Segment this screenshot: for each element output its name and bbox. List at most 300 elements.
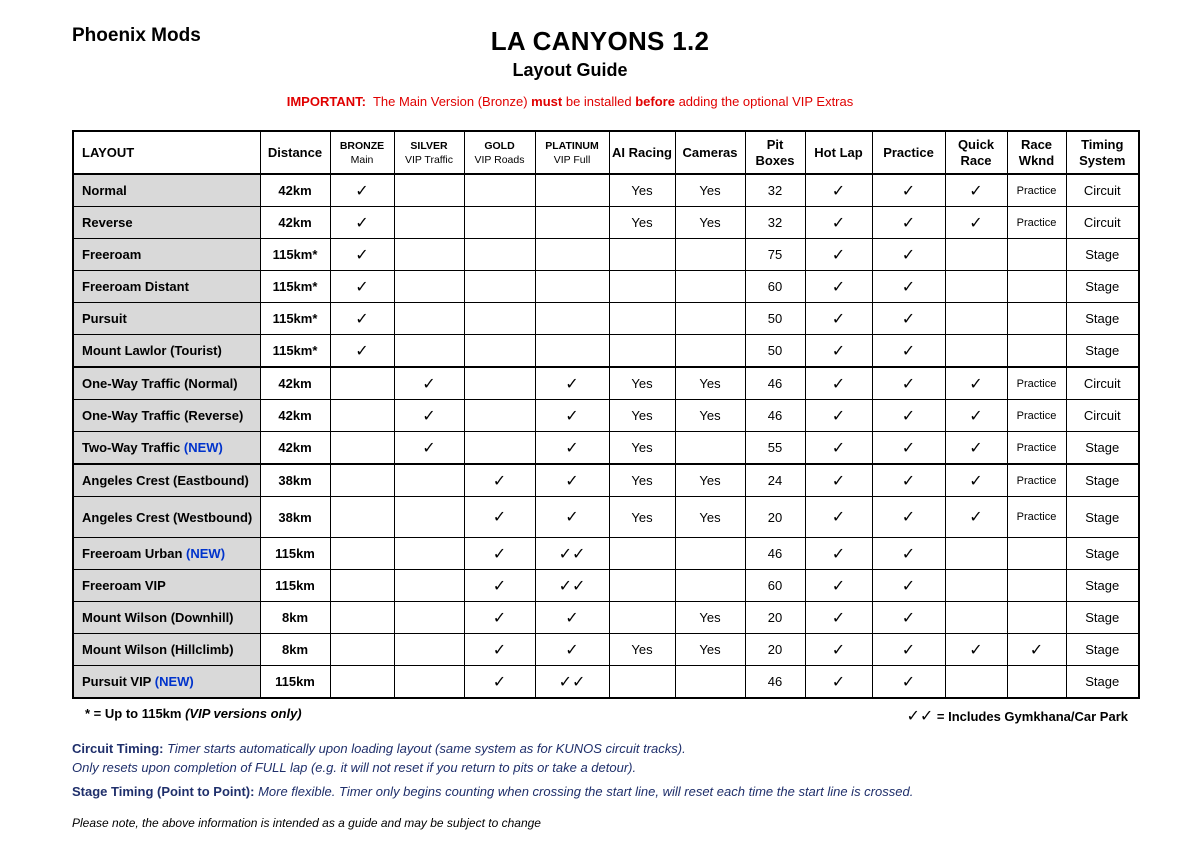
- cell-layout-name: [73, 538, 260, 570]
- cell-practice: ✓: [872, 497, 945, 538]
- cell-gold: [464, 174, 535, 207]
- cell-bronze: [330, 666, 394, 699]
- cell-silver: ✓: [394, 432, 464, 465]
- header-practice: Practice: [872, 131, 945, 174]
- cell-silver: [394, 239, 464, 271]
- asterisk-note-italic: (VIP versions only): [185, 706, 302, 721]
- cell-silver: ✓: [394, 367, 464, 400]
- cell-ai-racing: Yes: [609, 464, 675, 497]
- header-silver-sub: VIP Traffic: [404, 153, 454, 166]
- table-row: [73, 538, 1139, 570]
- cell-ai-racing: [609, 538, 675, 570]
- cell-timing-system: Stage: [1066, 497, 1139, 538]
- cell-gold: ✓: [464, 538, 535, 570]
- cell-timing-system: Circuit: [1066, 367, 1139, 400]
- cell-pit-boxes: 50: [745, 303, 805, 335]
- cell-quick-race: ✓: [945, 634, 1007, 666]
- cell-layout-name: [73, 335, 260, 368]
- cell-distance: 42km: [260, 367, 330, 400]
- cell-cameras: Yes: [675, 207, 745, 239]
- cell-layout-name: [73, 497, 260, 538]
- double-check-text: = Includes Gymkhana/Car Park: [933, 709, 1128, 724]
- cell-distance: 115km*: [260, 271, 330, 303]
- cell-race-wknd: ✓: [1007, 634, 1066, 666]
- cell-hot-lap: ✓: [805, 602, 872, 634]
- cell-timing-system: Stage: [1066, 271, 1139, 303]
- cell-silver: [394, 570, 464, 602]
- cell-silver: ✓: [394, 400, 464, 432]
- layout-name-text: Freeroam VIP: [82, 578, 166, 593]
- cell-gold: [464, 400, 535, 432]
- cell-platinum: ✓✓: [535, 666, 609, 699]
- cell-gold: ✓: [464, 497, 535, 538]
- cell-silver: [394, 464, 464, 497]
- cell-platinum: ✓: [535, 464, 609, 497]
- table-row: [73, 303, 1139, 335]
- cell-hot-lap: ✓: [805, 570, 872, 602]
- header-hot-lap: Hot Lap: [805, 131, 872, 174]
- layout-name-text: Mount Wilson (Downhill): [82, 610, 234, 625]
- table-row: [73, 174, 1139, 207]
- cell-gold: ✓: [464, 666, 535, 699]
- cell-platinum: ✓: [535, 400, 609, 432]
- header-gold-sub: VIP Roads: [474, 153, 525, 166]
- cell-cameras: Yes: [675, 497, 745, 538]
- cell-practice: ✓: [872, 239, 945, 271]
- header-quick-race: Quick Race: [945, 131, 1007, 174]
- cell-layout-name: [73, 400, 260, 432]
- cell-quick-race: [945, 335, 1007, 368]
- cell-distance: 42km: [260, 207, 330, 239]
- cell-silver: [394, 335, 464, 368]
- important-label: IMPORTANT:: [286, 94, 366, 109]
- cell-ai-racing: [609, 303, 675, 335]
- cell-timing-system: Stage: [1066, 303, 1139, 335]
- cell-hot-lap: ✓: [805, 400, 872, 432]
- cell-gold: [464, 335, 535, 368]
- cell-quick-race: [945, 239, 1007, 271]
- cell-distance: 8km: [260, 602, 330, 634]
- cell-platinum: ✓: [535, 497, 609, 538]
- table-row: [73, 666, 1139, 699]
- disclaimer: Please note, the above information is intended as a guide and may be subject to change: [72, 816, 541, 830]
- cell-pit-boxes: 20: [745, 634, 805, 666]
- cell-hot-lap: ✓: [805, 303, 872, 335]
- header-pit-boxes: Pit Boxes: [745, 131, 805, 174]
- cell-quick-race: ✓: [945, 174, 1007, 207]
- cell-timing-system: Stage: [1066, 602, 1139, 634]
- cell-bronze: [330, 497, 394, 538]
- cell-practice: ✓: [872, 303, 945, 335]
- cell-platinum: [535, 335, 609, 368]
- cell-bronze: [330, 634, 394, 666]
- table-row: [73, 335, 1139, 368]
- cell-gold: [464, 239, 535, 271]
- cell-gold: [464, 367, 535, 400]
- cell-pit-boxes: 60: [745, 271, 805, 303]
- cell-timing-system: Circuit: [1066, 174, 1139, 207]
- cell-practice: ✓: [872, 464, 945, 497]
- table-row: [73, 271, 1139, 303]
- cell-cameras: [675, 303, 745, 335]
- cell-practice: ✓: [872, 367, 945, 400]
- cell-ai-racing: Yes: [609, 367, 675, 400]
- layout-name-text: Freeroam Distant: [82, 279, 189, 294]
- cell-practice: ✓: [872, 432, 945, 465]
- cell-ai-racing: [609, 239, 675, 271]
- cell-race-wknd: [1007, 602, 1066, 634]
- cell-pit-boxes: 55: [745, 432, 805, 465]
- cell-ai-racing: Yes: [609, 400, 675, 432]
- new-badge: (NEW): [183, 440, 223, 455]
- cell-bronze: ✓: [330, 271, 394, 303]
- cell-pit-boxes: 20: [745, 602, 805, 634]
- cell-distance: 115km: [260, 666, 330, 699]
- cell-quick-race: ✓: [945, 464, 1007, 497]
- cell-race-wknd: Practice: [1007, 400, 1066, 432]
- cell-silver: [394, 538, 464, 570]
- cell-layout-name: [73, 666, 260, 699]
- cell-quick-race: ✓: [945, 367, 1007, 400]
- cell-ai-racing: Yes: [609, 634, 675, 666]
- cell-cameras: [675, 538, 745, 570]
- table-row: [73, 634, 1139, 666]
- cell-cameras: [675, 666, 745, 699]
- cell-timing-system: Circuit: [1066, 400, 1139, 432]
- cell-bronze: [330, 602, 394, 634]
- cell-silver: [394, 207, 464, 239]
- cell-platinum: ✓: [535, 432, 609, 465]
- cell-hot-lap: ✓: [805, 432, 872, 465]
- layout-name-text: Reverse: [82, 215, 133, 230]
- cell-bronze: ✓: [330, 303, 394, 335]
- table-row: [73, 602, 1139, 634]
- cell-layout-name: [73, 303, 260, 335]
- cell-hot-lap: ✓: [805, 174, 872, 207]
- header-bronze-sub: Main: [350, 153, 374, 166]
- header-gold-main: GOLD: [484, 139, 515, 152]
- cell-gold: [464, 207, 535, 239]
- circuit-timing-label: Circuit Timing:: [72, 741, 164, 756]
- cell-timing-system: Stage: [1066, 634, 1139, 666]
- cell-platinum: [535, 271, 609, 303]
- cell-cameras: Yes: [675, 400, 745, 432]
- cell-silver: [394, 602, 464, 634]
- layout-table: [72, 130, 1140, 699]
- cell-platinum: [535, 239, 609, 271]
- cell-race-wknd: Practice: [1007, 432, 1066, 465]
- cell-quick-race: [945, 602, 1007, 634]
- cell-layout-name: [73, 464, 260, 497]
- cell-timing-system: Stage: [1066, 432, 1139, 465]
- cell-cameras: Yes: [675, 602, 745, 634]
- cell-platinum: ✓: [535, 634, 609, 666]
- cell-quick-race: ✓: [945, 432, 1007, 465]
- cell-pit-boxes: 24: [745, 464, 805, 497]
- cell-ai-racing: Yes: [609, 432, 675, 465]
- cell-race-wknd: [1007, 303, 1066, 335]
- cell-timing-system: Stage: [1066, 666, 1139, 699]
- cell-hot-lap: ✓: [805, 538, 872, 570]
- layout-name-text: Angeles Crest (Westbound): [82, 509, 253, 525]
- cell-bronze: ✓: [330, 207, 394, 239]
- cell-layout-name: [73, 634, 260, 666]
- cell-distance: 115km*: [260, 239, 330, 271]
- header-cameras: Cameras: [675, 131, 745, 174]
- cell-race-wknd: [1007, 666, 1066, 699]
- cell-bronze: ✓: [330, 335, 394, 368]
- cell-silver: [394, 666, 464, 699]
- cell-bronze: [330, 367, 394, 400]
- cell-distance: 38km: [260, 497, 330, 538]
- cell-platinum: [535, 207, 609, 239]
- cell-platinum: ✓: [535, 602, 609, 634]
- cell-layout-name: [73, 207, 260, 239]
- cell-distance: 115km*: [260, 335, 330, 368]
- cell-race-wknd: [1007, 271, 1066, 303]
- layout-name-text: One-Way Traffic (Reverse): [82, 408, 244, 423]
- cell-race-wknd: Practice: [1007, 174, 1066, 207]
- cell-race-wknd: [1007, 239, 1066, 271]
- layout-name-text: Freeroam Urban: [82, 546, 183, 561]
- cell-distance: 38km: [260, 464, 330, 497]
- cell-practice: ✓: [872, 174, 945, 207]
- brand-name: Phoenix Mods: [72, 25, 201, 46]
- cell-pit-boxes: 60: [745, 570, 805, 602]
- cell-practice: ✓: [872, 538, 945, 570]
- table-header-row: [73, 131, 1139, 174]
- cell-hot-lap: ✓: [805, 464, 872, 497]
- cell-platinum: [535, 174, 609, 207]
- cell-layout-name: [73, 602, 260, 634]
- cell-platinum: [535, 303, 609, 335]
- cell-race-wknd: Practice: [1007, 497, 1066, 538]
- cell-distance: 115km: [260, 538, 330, 570]
- cell-race-wknd: Practice: [1007, 367, 1066, 400]
- table-row: [73, 464, 1139, 497]
- asterisk-note: [85, 706, 302, 721]
- cell-gold: ✓: [464, 634, 535, 666]
- cell-gold: [464, 271, 535, 303]
- important-text-5: adding the optional VIP Extras: [674, 94, 854, 109]
- layout-name-text: Mount Lawlor (Tourist): [82, 343, 222, 358]
- header-layout: LAYOUT: [73, 131, 260, 174]
- important-text-4: before: [635, 94, 675, 109]
- cell-hot-lap: ✓: [805, 367, 872, 400]
- cell-cameras: [675, 335, 745, 368]
- header-platinum-sub: VIP Full: [553, 153, 591, 166]
- cell-silver: [394, 497, 464, 538]
- cell-ai-racing: [609, 570, 675, 602]
- layout-name-text: Pursuit: [82, 311, 127, 326]
- cell-practice: ✓: [872, 634, 945, 666]
- header-platinum: [535, 131, 609, 174]
- cell-bronze: [330, 400, 394, 432]
- header-platinum-main: PLATINUM: [545, 139, 599, 152]
- layout-name-text: Mount Wilson (Hillclimb): [82, 642, 234, 657]
- stage-timing-label: Stage Timing (Point to Point):: [72, 784, 255, 799]
- cell-pit-boxes: 46: [745, 367, 805, 400]
- cell-timing-system: Stage: [1066, 570, 1139, 602]
- cell-practice: ✓: [872, 271, 945, 303]
- cell-silver: [394, 271, 464, 303]
- cell-cameras: Yes: [675, 367, 745, 400]
- cell-pit-boxes: 32: [745, 207, 805, 239]
- cell-pit-boxes: 32: [745, 174, 805, 207]
- cell-silver: [394, 174, 464, 207]
- table-row: [73, 239, 1139, 271]
- table-row: [73, 497, 1139, 538]
- cell-cameras: [675, 432, 745, 465]
- cell-bronze: [330, 538, 394, 570]
- cell-platinum: ✓✓: [535, 570, 609, 602]
- cell-hot-lap: ✓: [805, 207, 872, 239]
- cell-silver: [394, 634, 464, 666]
- table-body: [73, 174, 1139, 698]
- layout-name-text: Two-Way Traffic: [82, 440, 181, 455]
- cell-gold: ✓: [464, 602, 535, 634]
- table-row: [73, 400, 1139, 432]
- cell-ai-racing: Yes: [609, 174, 675, 207]
- cell-cameras: Yes: [675, 634, 745, 666]
- cell-quick-race: [945, 570, 1007, 602]
- cell-cameras: [675, 239, 745, 271]
- cell-ai-racing: [609, 602, 675, 634]
- cell-distance: 42km: [260, 432, 330, 465]
- important-text-1: The Main Version (Bronze): [372, 94, 532, 109]
- layout-name-text: Pursuit VIP: [82, 674, 152, 689]
- cell-ai-racing: Yes: [609, 207, 675, 239]
- stage-timing-text: More flexible. Timer only begins counting when crossing the start line, will reset each time the start line is crossed.: [254, 784, 914, 799]
- new-badge: (NEW): [154, 674, 194, 689]
- cell-pit-boxes: 46: [745, 666, 805, 699]
- header-timing-system: Timing System: [1066, 131, 1139, 174]
- cell-practice: ✓: [872, 207, 945, 239]
- asterisk-note-text: * = Up to 115km: [85, 706, 186, 721]
- cell-layout-name: [73, 367, 260, 400]
- cell-layout-name: [73, 271, 260, 303]
- cell-pit-boxes: 20: [745, 497, 805, 538]
- cell-timing-system: Stage: [1066, 335, 1139, 368]
- cell-timing-system: Stage: [1066, 464, 1139, 497]
- stage-timing-note: [72, 784, 913, 799]
- table-row: [73, 207, 1139, 239]
- cell-timing-system: Circuit: [1066, 207, 1139, 239]
- header-bronze-main: BRONZE: [339, 139, 385, 152]
- cell-pit-boxes: 46: [745, 400, 805, 432]
- important-notice: [0, 94, 1140, 109]
- page-subtitle: Layout Guide: [512, 60, 628, 80]
- circuit-timing-note-2: Only resets upon completion of FULL lap (e.g. it will not reset if you return to pits or take a detour).: [72, 760, 637, 775]
- cell-gold: [464, 432, 535, 465]
- cell-gold: [464, 303, 535, 335]
- header-gold: [464, 131, 535, 174]
- circuit-timing-note: [72, 741, 686, 756]
- cell-hot-lap: ✓: [805, 497, 872, 538]
- cell-practice: ✓: [872, 400, 945, 432]
- cell-timing-system: Stage: [1066, 538, 1139, 570]
- cell-quick-race: [945, 666, 1007, 699]
- cell-ai-racing: [609, 335, 675, 368]
- cell-practice: ✓: [872, 666, 945, 699]
- important-text-2: must: [531, 94, 563, 109]
- cell-hot-lap: ✓: [805, 239, 872, 271]
- layout-name-text: Angeles Crest (Eastbound): [82, 473, 249, 488]
- cell-distance: 42km: [260, 400, 330, 432]
- cell-layout-name: [73, 239, 260, 271]
- header-silver: [394, 131, 464, 174]
- cell-practice: ✓: [872, 335, 945, 368]
- cell-race-wknd: [1007, 570, 1066, 602]
- cell-bronze: [330, 432, 394, 465]
- cell-layout-name: [73, 432, 260, 465]
- cell-race-wknd: Practice: [1007, 207, 1066, 239]
- layout-name-text: Normal: [82, 183, 127, 198]
- cell-practice: ✓: [872, 570, 945, 602]
- cell-hot-lap: ✓: [805, 634, 872, 666]
- cell-gold: ✓: [464, 570, 535, 602]
- double-check-note: [906, 706, 1128, 726]
- table-row: [73, 570, 1139, 602]
- cell-cameras: [675, 271, 745, 303]
- cell-practice: ✓: [872, 602, 945, 634]
- cell-cameras: Yes: [675, 174, 745, 207]
- double-check-icon: ✓✓: [906, 708, 934, 725]
- cell-hot-lap: ✓: [805, 335, 872, 368]
- cell-race-wknd: [1007, 335, 1066, 368]
- cell-pit-boxes: 75: [745, 239, 805, 271]
- cell-distance: 42km: [260, 174, 330, 207]
- cell-quick-race: [945, 271, 1007, 303]
- table-row: [73, 367, 1139, 400]
- layout-name-text: One-Way Traffic (Normal): [82, 376, 238, 391]
- cell-platinum: ✓: [535, 367, 609, 400]
- cell-distance: 8km: [260, 634, 330, 666]
- cell-cameras: Yes: [675, 464, 745, 497]
- header-silver-main: SILVER: [410, 139, 448, 152]
- cell-quick-race: [945, 538, 1007, 570]
- cell-cameras: [675, 570, 745, 602]
- cell-race-wknd: [1007, 538, 1066, 570]
- table-row: [73, 432, 1139, 465]
- cell-bronze: [330, 570, 394, 602]
- cell-distance: 115km*: [260, 303, 330, 335]
- cell-gold: ✓: [464, 464, 535, 497]
- cell-distance: 115km: [260, 570, 330, 602]
- cell-ai-racing: [609, 666, 675, 699]
- cell-race-wknd: Practice: [1007, 464, 1066, 497]
- cell-timing-system: Stage: [1066, 239, 1139, 271]
- cell-pit-boxes: 50: [745, 335, 805, 368]
- circuit-timing-text: Timer starts automatically upon loading layout (same system as for KUNOS circuit tracks).: [163, 741, 686, 756]
- cell-quick-race: ✓: [945, 497, 1007, 538]
- layout-name-text: Freeroam: [82, 247, 142, 262]
- cell-quick-race: ✓: [945, 207, 1007, 239]
- cell-bronze: ✓: [330, 174, 394, 207]
- header-ai-racing: AI Racing: [609, 131, 675, 174]
- important-text-3: be installed: [562, 94, 636, 109]
- cell-platinum: ✓✓: [535, 538, 609, 570]
- cell-bronze: [330, 464, 394, 497]
- new-badge: (NEW): [186, 546, 226, 561]
- cell-quick-race: ✓: [945, 400, 1007, 432]
- cell-pit-boxes: 46: [745, 538, 805, 570]
- cell-layout-name: [73, 174, 260, 207]
- page-title: LA CANYONS 1.2: [490, 26, 710, 56]
- cell-bronze: ✓: [330, 239, 394, 271]
- header-race-wknd: Race Wknd: [1007, 131, 1066, 174]
- cell-hot-lap: ✓: [805, 271, 872, 303]
